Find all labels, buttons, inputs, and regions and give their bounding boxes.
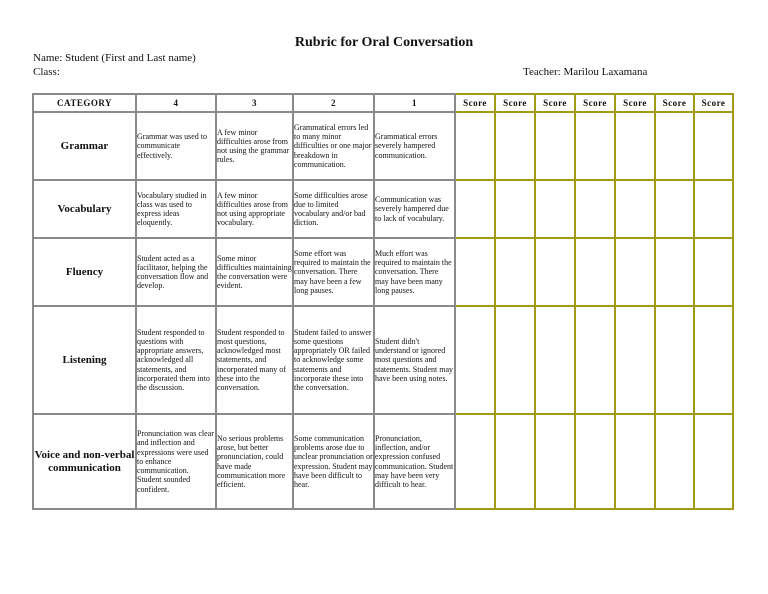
score-cell[interactable] [455, 112, 495, 180]
descriptor-level-1: Grammatical errors severely hampered communication. [374, 112, 455, 180]
category-voice-non-verbal: Voice and non-verbal communication [33, 414, 136, 509]
score-cell[interactable] [575, 238, 615, 306]
descriptor-level-3: Some minor difficulties maintaining the conversation were evident. [216, 238, 293, 306]
header-score: Score [575, 94, 615, 112]
score-cell[interactable] [535, 238, 575, 306]
header-score: Score [694, 94, 733, 112]
header-row [33, 94, 733, 112]
category-fluency: Fluency [33, 238, 136, 306]
descriptor-level-2: Grammatical errors led to many minor difficulties or one major breakdown in communication. [293, 112, 374, 180]
score-cell[interactable] [535, 112, 575, 180]
score-cell[interactable] [575, 306, 615, 414]
descriptor-level-4: Pronunciation was clear and inflection and expressions were used to enhance communication. Student sounded confident. [136, 414, 216, 509]
score-cell[interactable] [455, 414, 495, 509]
header-level-2: 2 [293, 94, 374, 112]
row-grammar [33, 112, 733, 180]
score-cell[interactable] [694, 414, 733, 509]
header-score: Score [455, 94, 495, 112]
descriptor-level-3: Student responded to most questions, acknowledged most statements, and incorporated many of these into the conversation. [216, 306, 293, 414]
descriptor-level-4: Student responded to questions with appropriate answers, acknowledged all statements, and incorporated them into the discussion. [136, 306, 216, 414]
header-level-1: 1 [374, 94, 455, 112]
score-cell[interactable] [495, 238, 535, 306]
descriptor-level-4: Vocabulary studied in class was used to express ideas eloquently. [136, 180, 216, 238]
descriptor-level-1: Communication was severely hampered due to lack of vocabulary. [374, 180, 455, 238]
header-level-3: 3 [216, 94, 293, 112]
score-cell[interactable] [575, 180, 615, 238]
descriptor-level-4: Student acted as a facilitator, helping the conversation flow and develop. [136, 238, 216, 306]
row-vocabulary [33, 180, 733, 238]
document-title: Rubric for Oral Conversation [294, 35, 474, 50]
score-cell[interactable] [615, 112, 655, 180]
score-cell[interactable] [495, 414, 535, 509]
category-grammar: Grammar [33, 112, 136, 180]
score-cell[interactable] [655, 112, 694, 180]
score-cell[interactable] [615, 414, 655, 509]
header-category: CATEGORY [33, 94, 136, 112]
row-fluency [33, 238, 733, 306]
descriptor-level-3: No serious problems arose, but better pronunciation, could have made communication more efficient. [216, 414, 293, 509]
descriptor-level-1: Student didn't understand or ignored most questions and statements. Student may have been using notes. [374, 306, 455, 414]
descriptor-level-1: Pronunciation, inflection, and/or expression confused communication. Student may have been very difficult to hear. [374, 414, 455, 509]
score-cell[interactable] [495, 112, 535, 180]
score-cell[interactable] [575, 112, 615, 180]
descriptor-level-2: Student failed to answer some questions appropriately OR failed to acknowledge some statements and incorporate these into the conversation. [293, 306, 374, 414]
descriptor-level-3: A few minor difficulties arose from not using appropriate vocabulary. [216, 180, 293, 238]
rubric-table [32, 93, 734, 510]
descriptor-level-2: Some effort was required to maintain the conversation. There may have been a few long pauses. [293, 238, 374, 306]
header-score: Score [655, 94, 694, 112]
header-level-4: 4 [136, 94, 216, 112]
score-cell[interactable] [694, 180, 733, 238]
header-score: Score [495, 94, 535, 112]
score-cell[interactable] [655, 306, 694, 414]
score-cell[interactable] [655, 238, 694, 306]
score-cell[interactable] [535, 414, 575, 509]
score-cell[interactable] [535, 180, 575, 238]
row-voice-non-verbal [33, 414, 733, 509]
student-name-line: Name: Student (First and Last name) [33, 52, 196, 64]
score-cell[interactable] [655, 414, 694, 509]
score-cell[interactable] [694, 238, 733, 306]
class-line: Class: [33, 66, 60, 78]
descriptor-level-2: Some communication problems arose due to unclear pronunciation or expression. Student may have been difficult to hear. [293, 414, 374, 509]
score-cell[interactable] [495, 180, 535, 238]
descriptor-level-2: Some difficulties arose due to limited vocabulary and/or bad diction. [293, 180, 374, 238]
score-cell[interactable] [575, 414, 615, 509]
category-listening: Listening [33, 306, 136, 414]
score-cell[interactable] [615, 180, 655, 238]
descriptor-level-3: A few minor difficulties arose from not using the grammar rules. [216, 112, 293, 180]
score-cell[interactable] [694, 306, 733, 414]
teacher-line: Teacher: Marilou Laxamana [523, 66, 648, 78]
row-listening [33, 306, 733, 414]
score-cell[interactable] [694, 112, 733, 180]
score-cell[interactable] [615, 238, 655, 306]
header-score: Score [615, 94, 655, 112]
score-cell[interactable] [615, 306, 655, 414]
score-cell[interactable] [455, 180, 495, 238]
header-score: Score [535, 94, 575, 112]
score-cell[interactable] [655, 180, 694, 238]
category-vocabulary: Vocabulary [33, 180, 136, 238]
score-cell[interactable] [455, 306, 495, 414]
score-cell[interactable] [455, 238, 495, 306]
descriptor-level-1: Much effort was required to maintain the conversation. There may have been many long pauses. [374, 238, 455, 306]
descriptor-level-4: Grammar was used to communicate effectively. [136, 112, 216, 180]
score-cell[interactable] [535, 306, 575, 414]
score-cell[interactable] [495, 306, 535, 414]
